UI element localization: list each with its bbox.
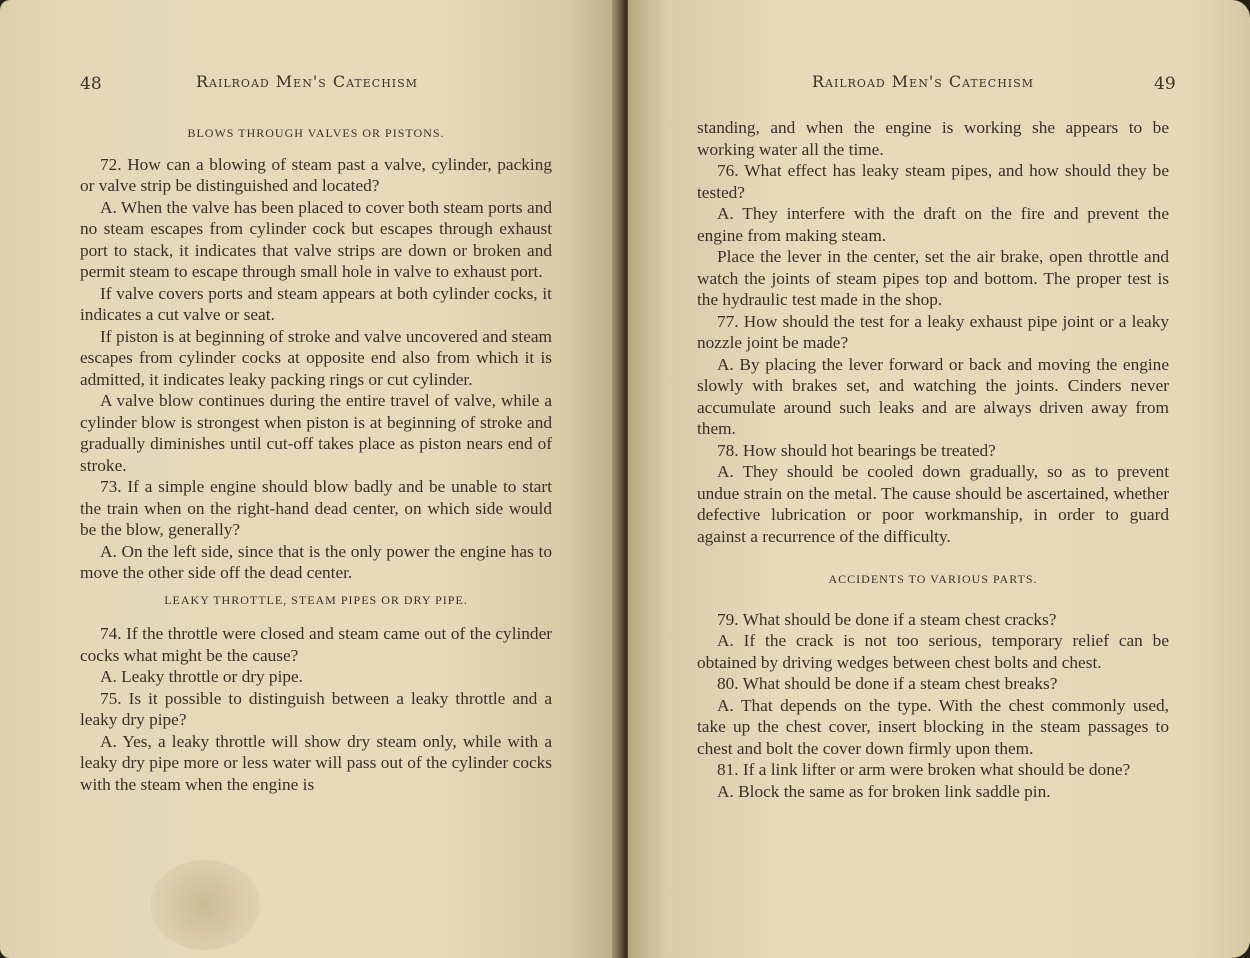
right-page (628, 0, 1250, 958)
running-head: Railroad Men's Catechism (812, 72, 1034, 91)
answer-paragraph: A. Leaky throttle or dry pipe. (100, 667, 303, 686)
answer-paragraph: If piston is at beginning of stroke and valve uncovered and steam escapes from cylinder cocks at opposite end also from which it is admitted, it indicates leaky packing rings or cut cylinder. (80, 326, 552, 389)
question-paragraph: 72. How can a blowing of steam past a valve, cylinder, packing or valve strip be distinguished and located? (80, 154, 552, 195)
question-paragraph: 73. If a simple engine should blow badly and be unable to start the train when on the right-hand dead center, on which side would be the blow, generally? (80, 477, 552, 539)
running-head: Railroad Men's Catechism (196, 72, 418, 91)
answer-paragraph: A. That depends on the type. With the chest commonly used, take up the chest cover, insert blocking in the steam passages to chest and bolt the cover down firmly upon them. (697, 695, 1169, 758)
question-paragraph: 74. If the throttle were closed and steam came out of the cylinder cocks what might be the cause? (80, 624, 552, 665)
left-page (0, 0, 620, 958)
answer-paragraph: A. They should be cooled down gradually, so as to prevent undue strain on the metal. The cause should be ascertained, whether defective lubrication or poor workmanship, in order to guard against a recurrence of the difficulty. (697, 462, 1169, 546)
left-text-column (80, 123, 552, 795)
question-paragraph: 78. How should hot bearings be treated? (717, 440, 996, 460)
page-number: 48 (80, 74, 102, 94)
right-text-column (697, 117, 1169, 802)
question-paragraph: 76. What effect has leaky steam pipes, and how should they be tested? (697, 161, 1169, 202)
answer-paragraph: A. Yes, a leaky throttle will show dry steam only, while with a leaky dry pipe more or less water will pass out of the cylinder cocks with the steam when the engine is (80, 731, 552, 794)
question-paragraph: 79. What should be done if a steam chest cracks? (717, 609, 1057, 629)
answer-paragraph: A. Block the same as for broken link saddle pin. (717, 781, 1051, 801)
answer-paragraph: A. They interfere with the draft on the fire and prevent the engine from making steam. (697, 204, 1169, 245)
answer-paragraph: A valve blow continues during the entire travel of valve, while a cylinder blow is strongest when piston is at beginning of stroke and gradually diminishes until cut-off takes place as piston nears end of stroke. (80, 391, 552, 475)
question-paragraph: 75. Is it possible to distinguish between a leaky throttle and a leaky dry pipe? (80, 688, 552, 729)
page-number: 49 (1154, 74, 1176, 94)
question-paragraph: 77. How should the test for a leaky exhaust pipe joint or a leaky nozzle joint be made? (697, 311, 1169, 352)
answer-paragraph: If valve covers ports and steam appears at both cylinder cocks, it indicates a cut valve or seat. (80, 283, 552, 324)
answer-paragraph: A. If the crack is not too serious, temporary relief can be obtained by driving wedges between chest bolts and chest. (697, 631, 1169, 672)
question-paragraph: 80. What should be done if a steam chest breaks? (717, 674, 1058, 693)
answer-paragraph: A. On the left side, since that is the only power the engine has to move the other side off the dead center. (80, 541, 552, 582)
question-paragraph: 81. If a link lifter or arm were broken what should be done? (717, 760, 1131, 779)
continued-paragraph: standing, and when the engine is working she appears to be working water all the time. (697, 118, 1169, 159)
answer-paragraph: Place the lever in the center, set the air brake, open throttle and watch the joints of steam pipes top and bottom. The proper test is the hydraulic test made in the shop. (697, 247, 1169, 309)
page-stain (150, 860, 260, 950)
section-heading: BLOWS THROUGH VALVES OR PISTONS. (187, 126, 445, 140)
answer-paragraph: A. By placing the lever forward or back and moving the engine slowly with brakes set, and watching the joints. Cinders never accumulate around such leaks and are always driven away from them. (697, 354, 1169, 438)
answer-paragraph: A. When the valve has been placed to cover both steam ports and no steam escapes from cylinder cock but escapes through exhaust port to stack, it indicates that valve strips are down or broken and permit steam to escape through small hole in valve to exhaust port. (80, 197, 552, 281)
section-heading: LEAKY THROTTLE, STEAM PIPES OR DRY PIPE. (164, 592, 468, 607)
section-heading: ACCIDENTS TO VARIOUS PARTS. (828, 572, 1038, 586)
